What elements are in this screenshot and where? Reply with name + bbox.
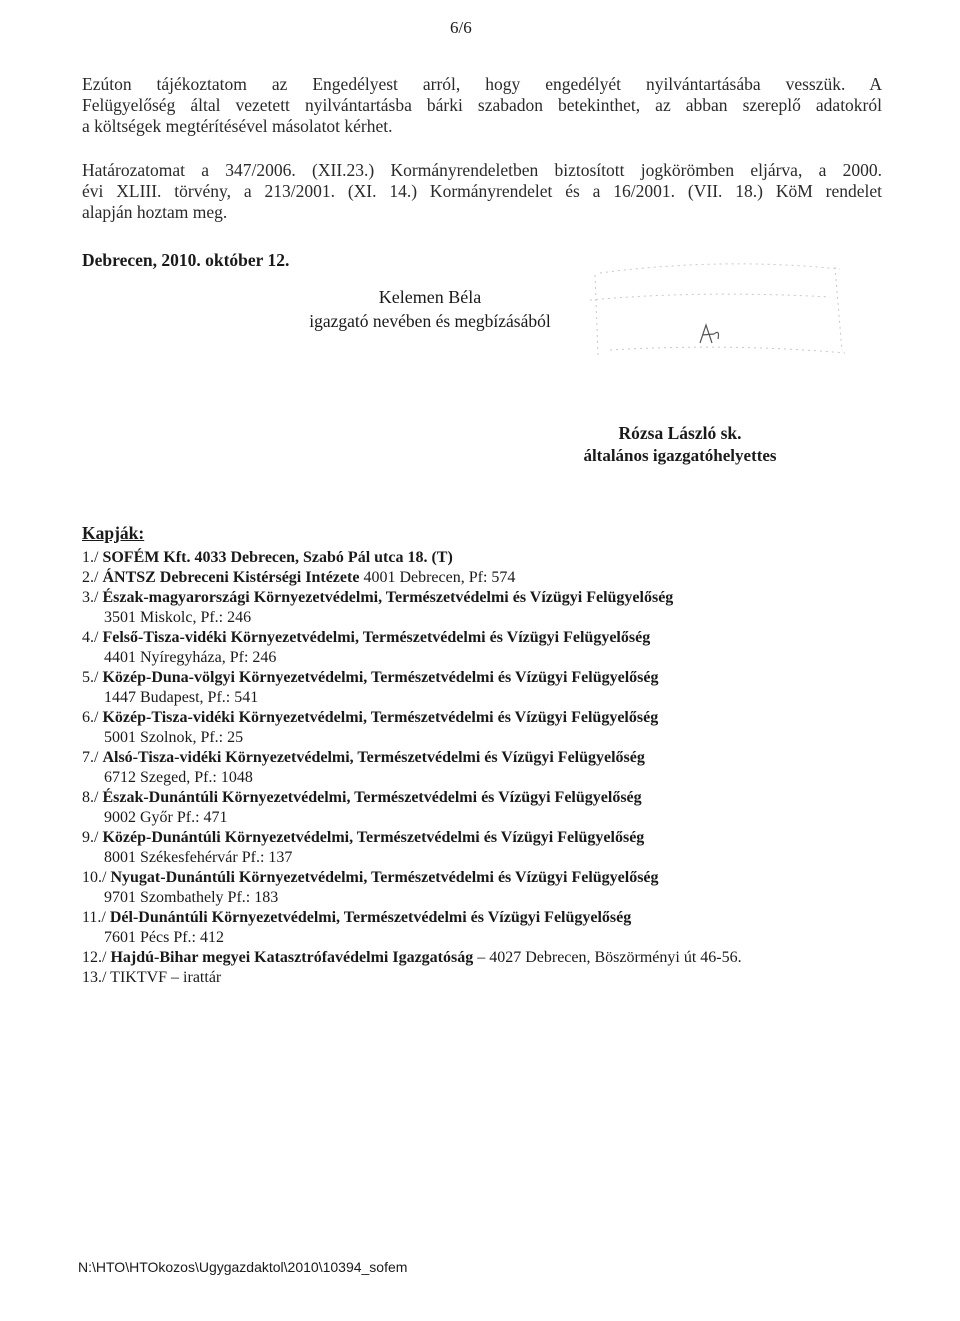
- recipient-address: 9002 Győr Pf.: 471: [104, 809, 228, 826]
- recipient-item: [82, 568, 942, 588]
- recipient-address: TIKTVF – irattár: [110, 969, 222, 986]
- recipients-heading: Kapják:: [82, 523, 145, 543]
- recipient-item: [82, 948, 942, 968]
- paragraph-line: évi XLIII. törvény, a 213/2001. (XI. 14.) Kormányrendelet és a 16/2001. (VII. 18.) KöM rendelet: [82, 181, 882, 201]
- recipient-number: 11./: [82, 909, 106, 926]
- recipient-number: 6./: [82, 709, 99, 726]
- recipient-item: [82, 588, 942, 608]
- recipient-item: [82, 668, 942, 688]
- paragraph-line: Felügyelőség által vezetett nyilvántartásba bárki szabadon betekinthet, az abban szereplő adatokról: [82, 95, 882, 115]
- recipient-number: 1./: [82, 549, 99, 566]
- recipient-number: 10./: [82, 869, 107, 886]
- recipient-name: SOFÉM Kft. 4033 Debrecen, Szabó Pál utca 18. (T): [102, 549, 453, 566]
- recipient-name: Alsó-Tisza-vidéki Környezetvédelmi, Természetvédelmi és Vízügyi Felügyelőség: [102, 749, 645, 766]
- recipient-address: 7601 Pécs Pf.: 412: [104, 929, 224, 946]
- recipient-item: [82, 748, 942, 768]
- recipient-item: [82, 868, 942, 888]
- signer-name: Rózsa László sk.: [618, 423, 742, 443]
- recipient-address: 1447 Budapest, Pf.: 541: [104, 689, 259, 706]
- recipient-item: [82, 708, 942, 728]
- signatory-role: igazgató nevében és megbízásából: [309, 311, 551, 331]
- recipient-name: Nyugat-Dunántúli Környezetvédelmi, Természetvédelmi és Vízügyi Felügyelőség: [110, 869, 659, 886]
- recipient-name: Felső-Tisza-vidéki Környezetvédelmi, Természetvédelmi és Vízügyi Felügyelőség: [102, 629, 651, 646]
- signatory-name: Kelemen Béla: [378, 287, 482, 307]
- recipient-number: 4./: [82, 629, 99, 646]
- recipient-address: 4001 Debrecen, Pf: 574: [359, 569, 516, 586]
- recipient-item: [82, 968, 942, 988]
- recipient-number: 5./: [82, 669, 99, 686]
- recipient-address: 6712 Szeged, Pf.: 1048: [104, 769, 253, 786]
- recipient-name: Közép-Tisza-vidéki Környezetvédelmi, Természetvédelmi és Vízügyi Felügyelőség: [102, 709, 659, 726]
- paragraph-line: Határozatomat a 347/2006. (XII.23.) Kormányrendeletben biztosított jogkörömben eljárva, a 2000.: [82, 160, 882, 180]
- page-number: 6/6: [450, 18, 472, 37]
- notice-paragraph: [82, 74, 882, 137]
- recipient-number: 8./: [82, 789, 99, 806]
- recipient-name: Észak-Dunántúli Környezetvédelmi, Természetvédelmi és Vízügyi Felügyelőség: [102, 789, 642, 806]
- recipient-address: 9701 Szombathely Pf.: 183: [104, 889, 279, 906]
- recipient-name: Dél-Dunántúli Környezetvédelmi, Természetvédelmi és Vízügyi Felügyelőség: [109, 909, 632, 926]
- recipient-number: 3./: [82, 589, 99, 606]
- recipient-address: – 4027 Debrecen, Böszörményi út 46-56.: [473, 949, 742, 966]
- recipient-item: [82, 908, 942, 928]
- recipient-list: [82, 548, 942, 988]
- document-date: Debrecen, 2010. október 12.: [82, 250, 290, 270]
- recipient-number: 2./: [82, 569, 99, 586]
- recipient-name: Hajdú-Bihar megyei Katasztrófavédelmi Igazgatóság: [110, 949, 474, 966]
- recipient-address: 8001 Székesfehérvár Pf.: 137: [104, 849, 293, 866]
- signer-title: általános igazgatóhelyettes: [583, 446, 777, 465]
- paragraph-line: alapján hoztam meg.: [82, 202, 228, 222]
- recipient-item: [82, 628, 942, 648]
- recipient-name: Észak-magyarországi Környezetvédelmi, Természetvédelmi és Vízügyi Felügyelőség: [102, 589, 674, 606]
- recipient-number: 13./: [82, 969, 107, 986]
- recipient-number: 12./: [82, 949, 107, 966]
- recipient-number: 9./: [82, 829, 99, 846]
- recipient-item: [82, 788, 942, 808]
- recipient-name: Közép-Dunántúli Környezetvédelmi, Természetvédelmi és Vízügyi Felügyelőség: [102, 829, 645, 846]
- recipient-address: 3501 Miskolc, Pf.: 246: [104, 609, 252, 626]
- recipient-item: [82, 828, 942, 848]
- legal-basis-paragraph: [82, 160, 882, 223]
- footer-file-path: N:\HTO\HTOkozos\Ugygazdaktol\2010\10394_sofem: [78, 1259, 408, 1275]
- recipient-name: ÁNTSZ Debreceni Kistérségi Intézete: [102, 569, 360, 586]
- paragraph-line: a költségek megtérítésével másolatot kérhet.: [82, 116, 393, 136]
- stamp-mark: [580, 255, 860, 365]
- recipient-name: Közép-Duna-völgyi Környezetvédelmi, Természetvédelmi és Vízügyi Felügyelőség: [102, 669, 659, 686]
- paragraph-line: Ezúton tájékoztatom az Engedélyest arról, hogy engedélyét nyilvántartásába vesszük. A: [82, 74, 882, 94]
- recipient-item: [82, 548, 942, 568]
- recipient-address: 4401 Nyíregyháza, Pf: 246: [104, 649, 277, 666]
- recipient-address: 5001 Szolnok, Pf.: 25: [104, 729, 244, 746]
- recipient-number: 7./: [82, 749, 99, 766]
